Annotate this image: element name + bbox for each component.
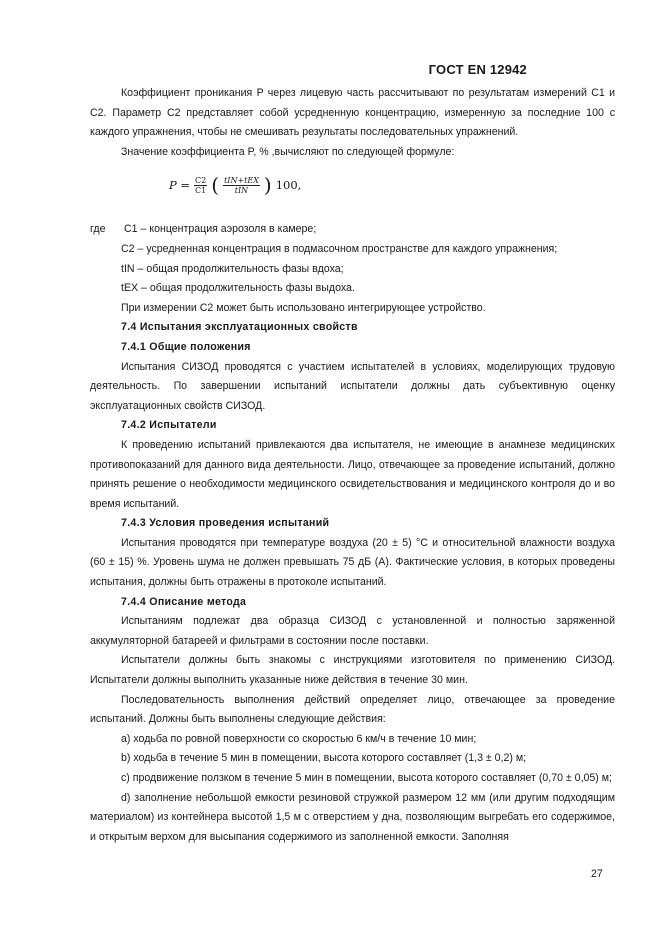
list-item-a: a) ходьба по ровной поверхности со скоростью 6 км/ч в течение 10 мин; bbox=[121, 732, 477, 745]
section-text-7-4-1: Испытания СИЗОД проводятся с участием испытателей в условиях, моделирующих трудовую деятельность. По завершении испытаний испытатели должны дать субъективную оценку эксплуатационных свойств СИЗОД. bbox=[90, 360, 615, 412]
section-heading-7-4-3: 7.4.3 Условия проведения испытаний bbox=[121, 517, 330, 530]
document-body bbox=[90, 84, 615, 847]
formula bbox=[169, 173, 302, 198]
section-heading-7-4-1: 7.4.1 Общие положения bbox=[121, 340, 251, 353]
where-line-c1 bbox=[90, 220, 615, 240]
section-text-7-4-4-p2: Испытатели должны быть знакомы с инструкциями изготовителя по применению СИЗОД. Испытатели должны выполнить указанные ниже действия в течение 30 мин. bbox=[90, 654, 615, 687]
page-number: 27 bbox=[591, 868, 603, 880]
fraction-c-num: C2 bbox=[195, 175, 207, 185]
formula-tail: 100, bbox=[275, 177, 302, 192]
fraction-t-den: tIN bbox=[234, 185, 249, 195]
section-text-7-4-2: К проведению испытаний привлекаются два испытателя, не имеющие в анамнезе медицинских противопоказаний для данного вида деятельности. Лицо, отвечающее за проведение испытаний, должно принять решение о необходимости медицинского освидетельствования и медицинского контроля до и во время испытаний. bbox=[90, 438, 615, 510]
paren-close-icon: ) bbox=[263, 173, 272, 198]
paren-open-icon: ( bbox=[211, 173, 220, 198]
fraction-t bbox=[223, 176, 260, 195]
where-c1: C1 – концентрация аэрозоля в камере; bbox=[124, 223, 317, 236]
note-c2: При измерении C2 может быть использовано интегрирующее устройство. bbox=[121, 301, 486, 314]
fraction-c-den: C1 bbox=[195, 185, 207, 195]
section-heading-7-4-2: 7.4.2 Испытатели bbox=[121, 419, 217, 432]
standard-header: ГОСТ EN 12942 bbox=[428, 62, 527, 77]
section-text-7-4-4-p3: Последовательность выполнения действий определяет лицо, отвечающее за проведение испытаний. Должны быть выполнены следующие действия: bbox=[90, 693, 615, 726]
fraction-c bbox=[194, 176, 207, 195]
paragraph-p1: Коэффициент проникания P через лицевую часть рассчитывают по результатам измерений C1 и C2. Параметр C2 представляет собой усредненную концентрацию, измеренную за последние 100 с каждого упражнения, чтобы не смешивать результаты последовательных упражнений. bbox=[90, 87, 615, 139]
formula-block bbox=[90, 162, 615, 220]
list-item-b: b) ходьба в течение 5 мин в помещении, высота которого составляет (1,3 ± 0,2) м; bbox=[121, 752, 527, 765]
list-item-c: c) продвижение ползком в течение 5 мин в помещении, высота которого составляет (0,70 ± 0,05) м; bbox=[121, 772, 612, 784]
where-tin: tIN – общая продолжительность фазы вдоха; bbox=[121, 262, 344, 275]
formula-lhs: P = bbox=[169, 177, 191, 192]
list-item-d: d) заполнение небольшой емкости резиновой стружкой размером 12 мм (или другим подходящим материалом) из контейнера высотой 1,5 м с отверстием у дна, позволяющим выгребать его содержимое, и открытым верхом для высыпания содержимого из заполненной емкости. Заполняя bbox=[90, 791, 615, 843]
section-heading-7-4-4: 7.4.4 Описание метода bbox=[121, 595, 247, 608]
section-heading-7-4: 7.4 Испытания эксплуатационных свойств bbox=[121, 321, 358, 334]
where-tex: tEX – общая продолжительность фазы выдоха. bbox=[121, 282, 355, 295]
fraction-t-num: tIN+tEX bbox=[224, 175, 259, 185]
where-c2: C2 – усредненная концентрация в подмасочном пространстве для каждого упражнения; bbox=[121, 242, 558, 255]
paragraph-p2: Значение коэффициента P, % ,вычисляют по следующей формуле: bbox=[121, 145, 455, 158]
section-text-7-4-4-p1: Испытаниям подлежат два образца СИЗОД с установленной и полностью заряженной аккумуляторной батареей и фильтрами в состоянии после поставки. bbox=[90, 615, 615, 647]
where-label: где bbox=[90, 223, 106, 236]
section-text-7-4-3: Испытания проводятся при температуре воздуха (20 ± 5) °С и относительной влажности воздуха (60 ± 15) %. Уровень шума не должен превышать 75 дБ (A). Фактические условия, в которых проведены испытания, должны быть отражены в протоколе испытаний. bbox=[90, 536, 615, 589]
